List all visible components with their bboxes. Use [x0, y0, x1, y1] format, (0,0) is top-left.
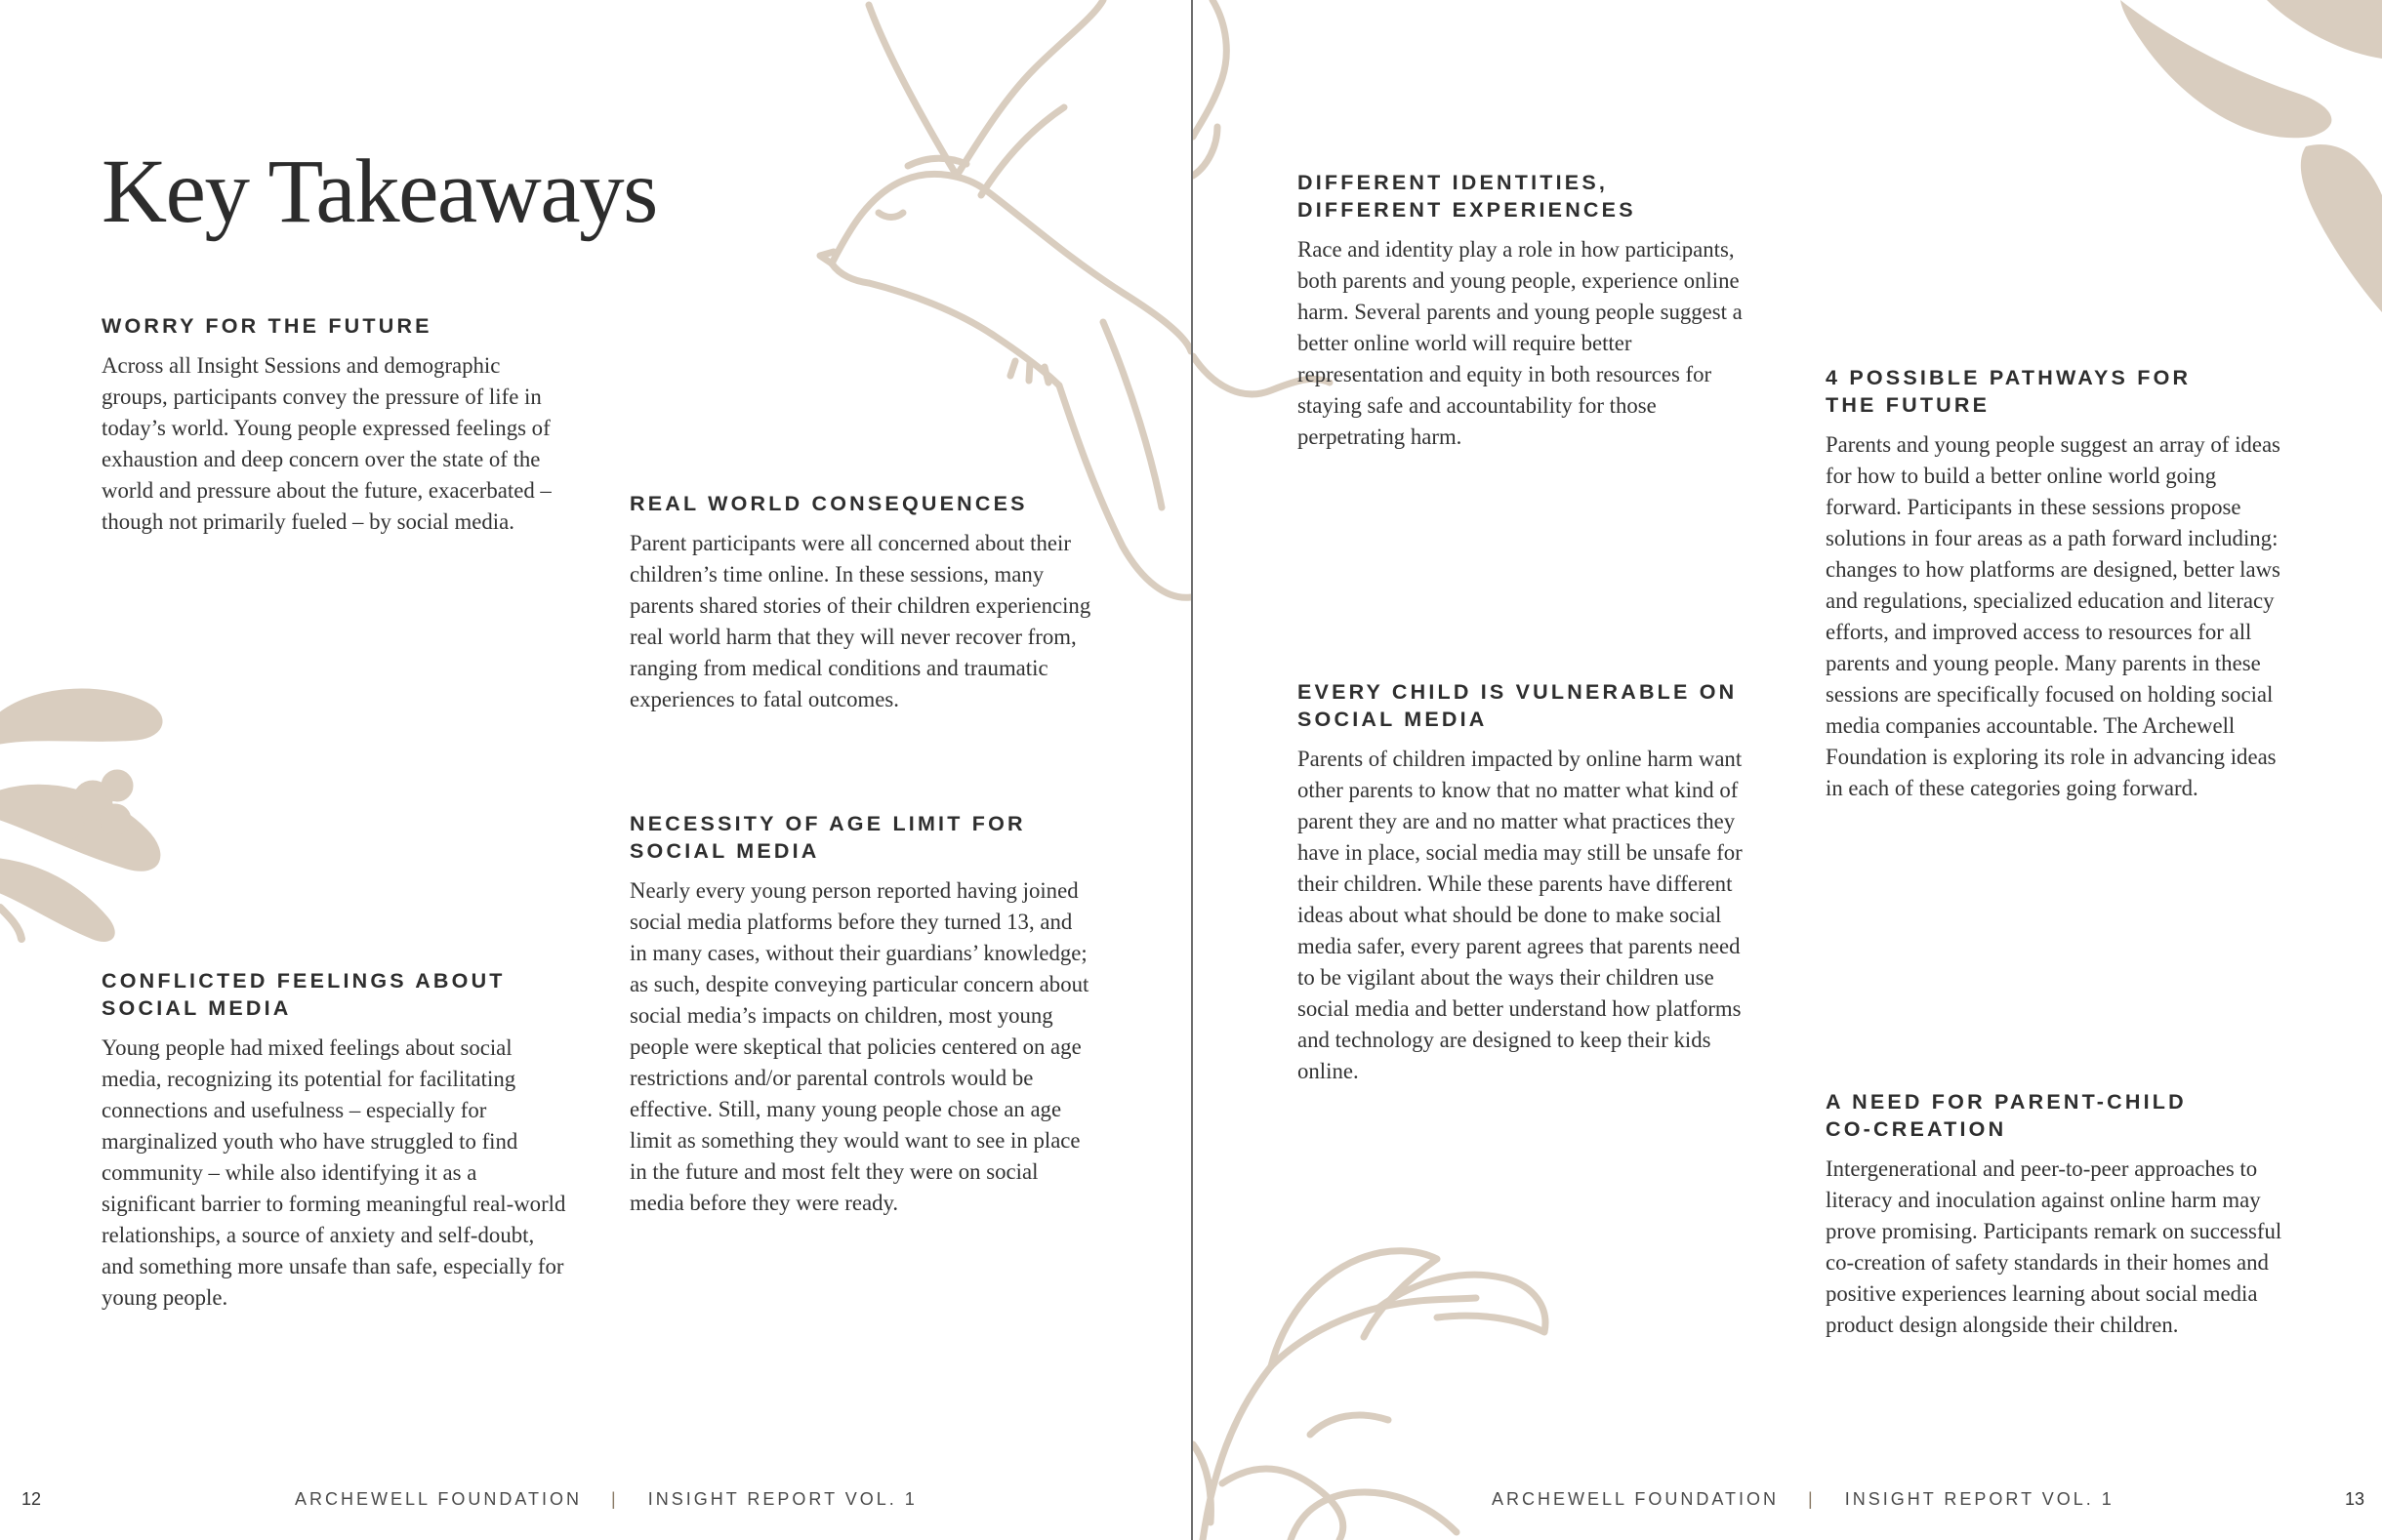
section-body: Parents of children impacted by online harm want other parents to know that no matter what kind of parent they are and no matter what practices they have in place, social media may still be unsafe for their children. While these parents have different ideas about what should be done to make social media safer, every parent agrees that parents need to be vigilant about the ways their children use social media and better understand how platforms and technology are designed to keep their kids online. [1297, 747, 1743, 1083]
footer-separator: | [1808, 1489, 1816, 1509]
section-heading: REAL WORLD CONSEQUENCES [630, 492, 1028, 515]
section-worry-for-the-future [102, 312, 566, 538]
section-necessity-of-age-limit [630, 810, 1094, 1219]
section-body: Across all Insight Sessions and demographic groups, participants convey the pressure of life in today’s world. Young people expressed feelings of exhaustion and deep concern over the state of the world and pressure about the future, exacerbated – though not primarily fueled – by social media. [102, 353, 552, 534]
footer-separator: | [611, 1489, 619, 1509]
section-heading: EVERY CHILD IS VULNERABLE ON SOCIAL MEDIA [1297, 680, 1738, 731]
section-heading: CONFLICTED FEELINGS ABOUT SOCIAL MEDIA [102, 969, 506, 1020]
section-possible-pathways [1826, 364, 2290, 804]
section-heading: A NEED FOR PARENT-CHILD CO-CREATION [1826, 1090, 2187, 1141]
section-body: Parent participants were all concerned about their children’s time online. In these sessions, many parents shared stories of their children experiencing real world harm that they will never recover from, ranging from medical conditions and traumatic experiences to fatal outcomes. [630, 531, 1091, 711]
footer-org: ARCHEWELL FOUNDATION [295, 1489, 583, 1509]
section-heading: NECESSITY OF AGE LIMIT FOR SOCIAL MEDIA [630, 812, 1026, 863]
section-body: Nearly every young person reported having joined social media platforms before they turned 13, and in many cases, without their guardians’ knowledge; as such, despite conveying particular concern about social media’s impacts on children, most young people were skeptical that policies centered on age restrictions and/or parental controls would be effective. Still, many young people chose an age limit as something they would want to see in place in the future and most felt they were on social media before they were ready. [630, 878, 1089, 1215]
footer [1492, 1487, 2115, 1511]
section-different-identities [1297, 169, 1762, 453]
section-body: Race and identity play a role in how participants, both parents and young people, experience online harm. Several parents and young people suggest a better online world will require better representation and equity in both resources for staying safe and accountability for those perpetrating harm. [1297, 237, 1743, 449]
page-number: 13 [2345, 1489, 2365, 1509]
footer-org: ARCHEWELL FOUNDATION [1492, 1489, 1780, 1509]
section-every-child-vulnerable [1297, 678, 1762, 1087]
leaf-branch-illustration [0, 683, 244, 947]
section-heading: 4 POSSIBLE PATHWAYS FOR THE FUTURE [1826, 366, 2192, 417]
section-heading: DIFFERENT IDENTITIES, DIFFERENT EXPERIENCES [1297, 171, 1636, 222]
section-conflicted-feelings [102, 967, 566, 1314]
page-title: Key Takeaways [102, 142, 657, 242]
footer-report: INSIGHT REPORT VOL. 1 [1844, 1489, 2115, 1509]
footer [295, 1487, 918, 1511]
section-parent-child-co-creation [1826, 1088, 2290, 1341]
section-body: Intergenerational and peer-to-peer approaches to literacy and inoculation against online harm may prove promising. Participants remark on successful co-creation of safety standards in their homes and positive experiences learning about social media product design alongside their children. [1826, 1156, 2282, 1337]
section-body: Young people had mixed feelings about social media, recognizing its potential for facilitating connections and usefulness – especially for marginalized youth who have struggled to find community – while also identifying it as a significant barrier to forming meaningful real-world relationships, a source of anxiety and self-doubt, and something more unsafe than safe, especially for young people. [102, 1035, 566, 1310]
leaves-illustration [2101, 0, 2382, 312]
section-body: Parents and young people suggest an array of ideas for how to build a better online world going forward. Participants in these sessions propose solutions in four areas as a path forward including: changes to how platforms are designed, better laws and regulations, specialized education and literacy efforts, and improved access to resources for all parents and young people. Many parents in these sessions are specifically focused on holding social media companies accountable. The Archewell Foundation is exploring its role in advancing ideas in each of these categories going forward. [1826, 432, 2280, 800]
section-real-world-consequences [630, 490, 1094, 715]
page-number: 12 [21, 1489, 42, 1509]
section-heading: WORRY FOR THE FUTURE [102, 314, 432, 338]
footer-report: INSIGHT REPORT VOL. 1 [647, 1489, 918, 1509]
right-page [1193, 0, 2382, 1540]
